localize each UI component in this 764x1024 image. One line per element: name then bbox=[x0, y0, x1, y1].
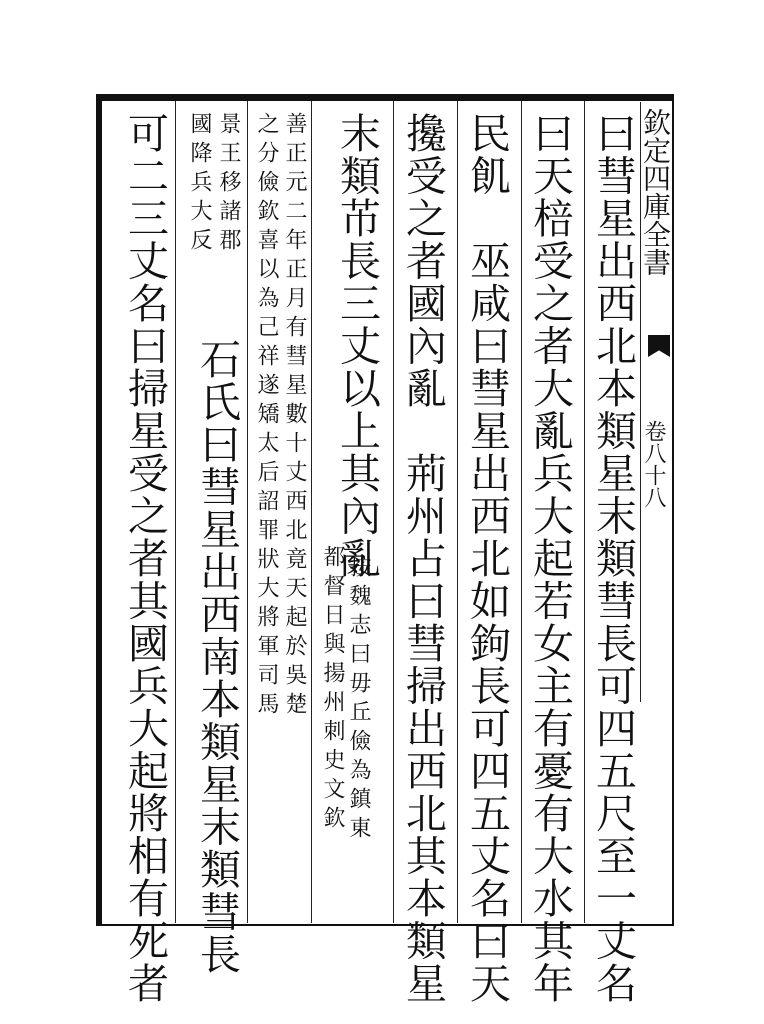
page-border bbox=[96, 94, 674, 1005]
annotation-right: 善正元二年正月有彗星數十丈西北竟天起於吳楚 bbox=[282, 112, 307, 721]
annotation-left: 國降兵大反 bbox=[187, 112, 212, 257]
text-column-4: 攙受之者國內亂 荊州占曰彗掃出西北其本類星 bbox=[399, 112, 447, 1005]
annotation-right: 景王移諸郡 bbox=[216, 112, 241, 257]
annotation-right: 按魏志曰毋丘儉為鎮東 bbox=[346, 555, 371, 845]
text-column-2: 曰天棓受之者大亂兵大起若女主有憂有大水其年 bbox=[526, 112, 574, 1005]
column-divider bbox=[521, 101, 522, 923]
column-divider bbox=[247, 101, 248, 923]
column-divider bbox=[311, 101, 312, 923]
juan-number: 卷八十八 bbox=[641, 420, 666, 508]
column-divider bbox=[393, 101, 394, 923]
text-column-8: 可二三丈名曰掃星受之者其國兵大起將相有死者 bbox=[121, 112, 169, 1005]
column-divider bbox=[457, 101, 458, 923]
collection-title: 欽定四庫全書 bbox=[639, 108, 672, 276]
text-column-3: 民飢 巫咸曰彗星出西北如鉤長可四五丈名曰天 bbox=[463, 112, 511, 1005]
text-column-1: 曰彗星出西北本類星末類彗長可四五尺至一丈名 bbox=[589, 112, 637, 1005]
annotation-left: 之分儉欽喜以為己祥遂矯太后詔罪狀大將軍司馬 bbox=[254, 112, 279, 721]
annotation-left: 都督日與揚州刺史文欽 bbox=[320, 545, 345, 835]
text-column-5: 末類芇長三丈以上其內亂 bbox=[333, 112, 381, 580]
column-divider bbox=[584, 101, 585, 923]
column-divider bbox=[175, 101, 176, 923]
text-column-7: 石氏曰彗星出西南本類星末類彗長 bbox=[193, 338, 241, 976]
